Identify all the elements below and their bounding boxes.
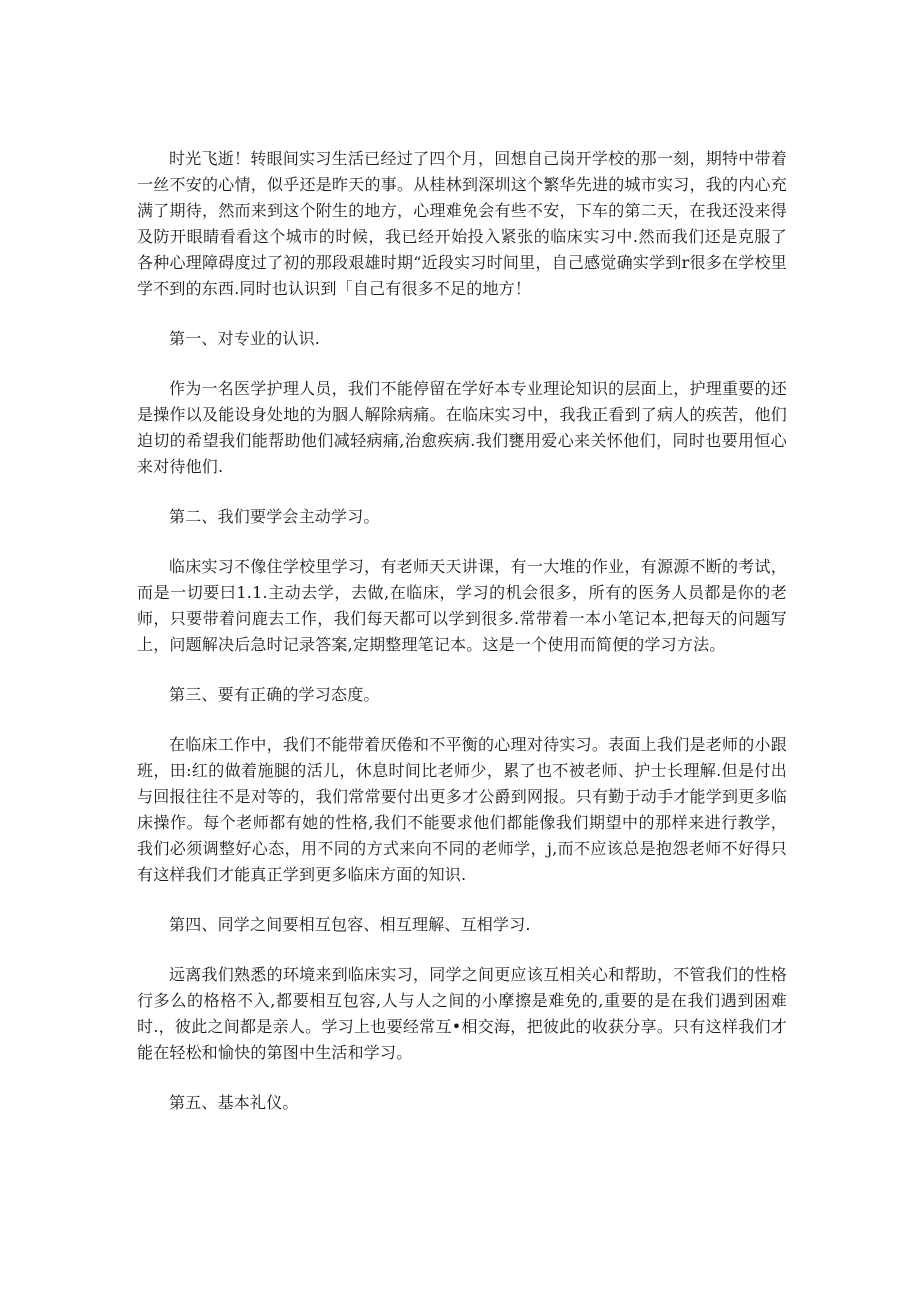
section-heading-1: 第一、对专业的认识. (169, 329, 321, 348)
section-heading-2: 第二、我们要学会主动学习。 (169, 507, 380, 526)
section-paragraph-1: 作为一名医学护理人员，我们不能停留在学好本专业理论知识的层面上，护理重要的还是操作以及能设身处地的为胭人解除病痛。在临床实习中，我我正看到了病人的疾苦，他们迫切的希望我们能帮助他们减轻病痛,治愈疾病.我们甕用爱心来关怀他们，同时也要用恒心来对待他们. (137, 379, 787, 476)
section-paragraph-2: 临床实习不像住学校里学习，有老师天天讲课，有一大堆的作业，有源源不断的考试，而是一切要曰1.1.主动去学，去做,在临床，学习的机会很多，所有的医务人员都是你的老师，只要带着问鹿去工作，我们每天都可以学到很多.常带着一本小笔记本,把每天的问题写上，问题解决后急时记录答案,定期整理笔记本。这是一个使用而简便的学习方法。 (137, 557, 787, 654)
document-page (137, 146, 787, 1140)
section-paragraph-4: 远离我们熟悉的环境来到临床实习，同学之间更应该互相关心和帮助，不管我们的性格行多么的格格不入,都要相互包容,人与人之间的小摩擦是难免的,重要的是在我们遇到困难时.，彼此之间都是亲人。学习上也要经常互•相交海，把彼此的收获分享。只有这样我们才能在轻松和愉快的第图中生活和学习。 (137, 965, 787, 1062)
intro-paragraph: 时光飞逝！转眼间实习生活已经过了四个月，回想自己岗开学校的那一刻，期特中带着一丝不安的心情，似乎还是昨天的事。从桂林到深圳这个繁华先进的城市实习，我的内心充满了期待，然而来到这个附生的地方，心理难免会有些不安，下车的第二天，在我还没来得及防开眼睛看看这个城市的时候，我已经开始投入紧张的临床实习中.然而我们还是克服了各种心理障碍度过了初的那段艰雄时期“近段实习时间里，自己感觉确实学到r很多在学校里学不到的东西.同时也认识到「自己有很多不足的地方！ (137, 149, 787, 298)
section-heading-4: 第四、同学之间要相互包容、相互理解、互相学习. (169, 915, 531, 934)
section-heading-3: 第三、要有正确的学习态度。 (169, 685, 380, 704)
section-paragraph-3: 在临床工作中，我们不能带着厌倦和不平衡的心理对待实习。表面上我们是老师的小跟班，田:红的做着施腿的活儿，休息时间比老师少，累了也不被老师、护士长理解.但是付出与回报往往不是对等的，我们常常要付出更多才公爵到网报。只有勤于动手才能学到更多临床操作。每个老师都有她的性格,我们不能要求他们都能像我们期望中的那样来进行教学，我们必须调整好心态，用不同的方式来向不同的老师学，j,而不应该总是抱怨老师不好得只有这样我们才能真正学到更多临床方面的知识. (137, 735, 787, 884)
section-heading-5: 第五、基本礼仪。 (169, 1093, 299, 1112)
